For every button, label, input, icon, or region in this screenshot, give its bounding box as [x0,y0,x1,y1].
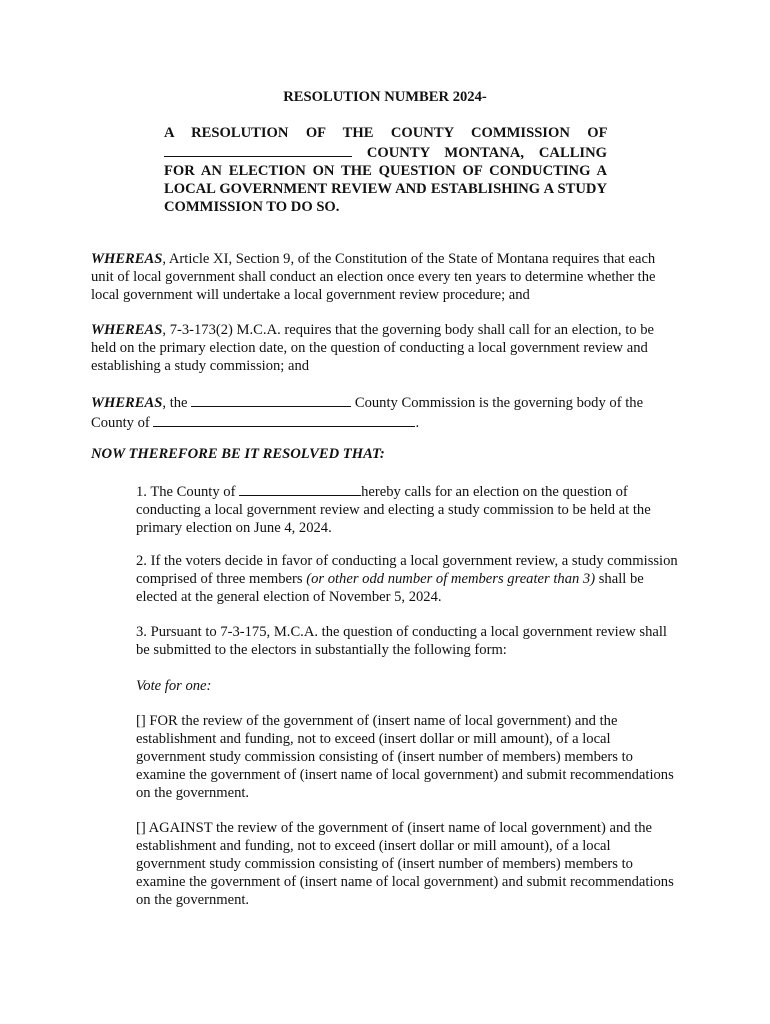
ballot-option-against: [] AGAINST the review of the government of (insert name of local government) and the establishment and funding, not to exceed (insert dollar or mill amount), of a local government study commission consisting of (insert number of members) members to examine the government of (insert name of local government) and submit recommendations on the government. [136,820,674,908]
resolved-heading: NOW THEREFORE BE IT RESOLVED THAT: [91,446,385,462]
item2-text-b: shall be elected at the general election of November 5, 2024. [136,571,644,605]
county-blank-2 [153,412,415,427]
resolution-title [164,124,607,216]
whereas-paragraph-2 [91,321,681,375]
county-name-blank [164,142,352,157]
item1-text-a: 1. The County of [136,484,236,500]
county-blank-1 [191,392,351,407]
item1-text-b: hereby calls for an election on the question of conducting a local government review and electing a study commission to be held at the primary election on June 4, 2024. [136,484,651,536]
county-blank-3 [239,481,361,496]
whereas-label: WHEREAS [91,395,163,411]
resolution-number: RESOLUTION NUMBER 2024- [283,89,487,105]
title-part1: A RESOLUTION OF THE COUNTY COMMISSION OF [164,125,607,141]
item2-text-italic: (or other odd number of members greater than 3) [306,571,596,587]
whereas-label: WHEREAS [91,251,163,267]
title-part2: COUNTY MONTANA, CALLING FOR AN ELECTION ON THE QUESTION OF CONDUCTING A LOCAL GOVERNMENT REVIEW AND ESTABLISHING A STUDY COMMISSION TO DO SO. [164,145,607,215]
item2-text-a: 2. If the voters decide in favor of conducting a local government review, a study commission comprised of three members [136,553,678,587]
whereas-text: , Article XI, Section 9, of the Constitution of the State of Montana requires that each unit of local government shall conduct an election once every ten years to determine whether the local government will undertake a local government review procedure; and [91,251,656,303]
ballot-option-for: [] FOR the review of the government of (insert name of local government) and the establishment and funding, not to exceed (insert dollar or mill amount), of a local government study commission consisting of (insert number of members) members to examine the government of (insert name of local government) and submit recommendations on the government. [136,713,674,801]
whereas-text-b: County Commission is the governing body of the County of [91,395,644,431]
resolution-item-3: 3. Pursuant to 7-3-175, M.C.A. the question of conducting a local government review shall be submitted to the electors in substantially the following form: [136,624,667,658]
resolution-item-2 [136,552,681,606]
whereas-paragraph-3 [91,392,681,432]
vote-for-one: Vote for one: [136,678,212,694]
whereas-paragraph-1 [91,250,681,304]
whereas-text-c: . [415,415,420,431]
whereas-text: , 7-3-173(2) M.C.A. requires that the governing body shall call for an election, to be held on the primary election date, on the question of conducting a local government review and establishing a study commission; and [91,322,654,374]
whereas-text-a: , the [162,395,188,411]
whereas-label: WHEREAS [91,322,163,338]
resolution-item-1 [136,481,681,537]
